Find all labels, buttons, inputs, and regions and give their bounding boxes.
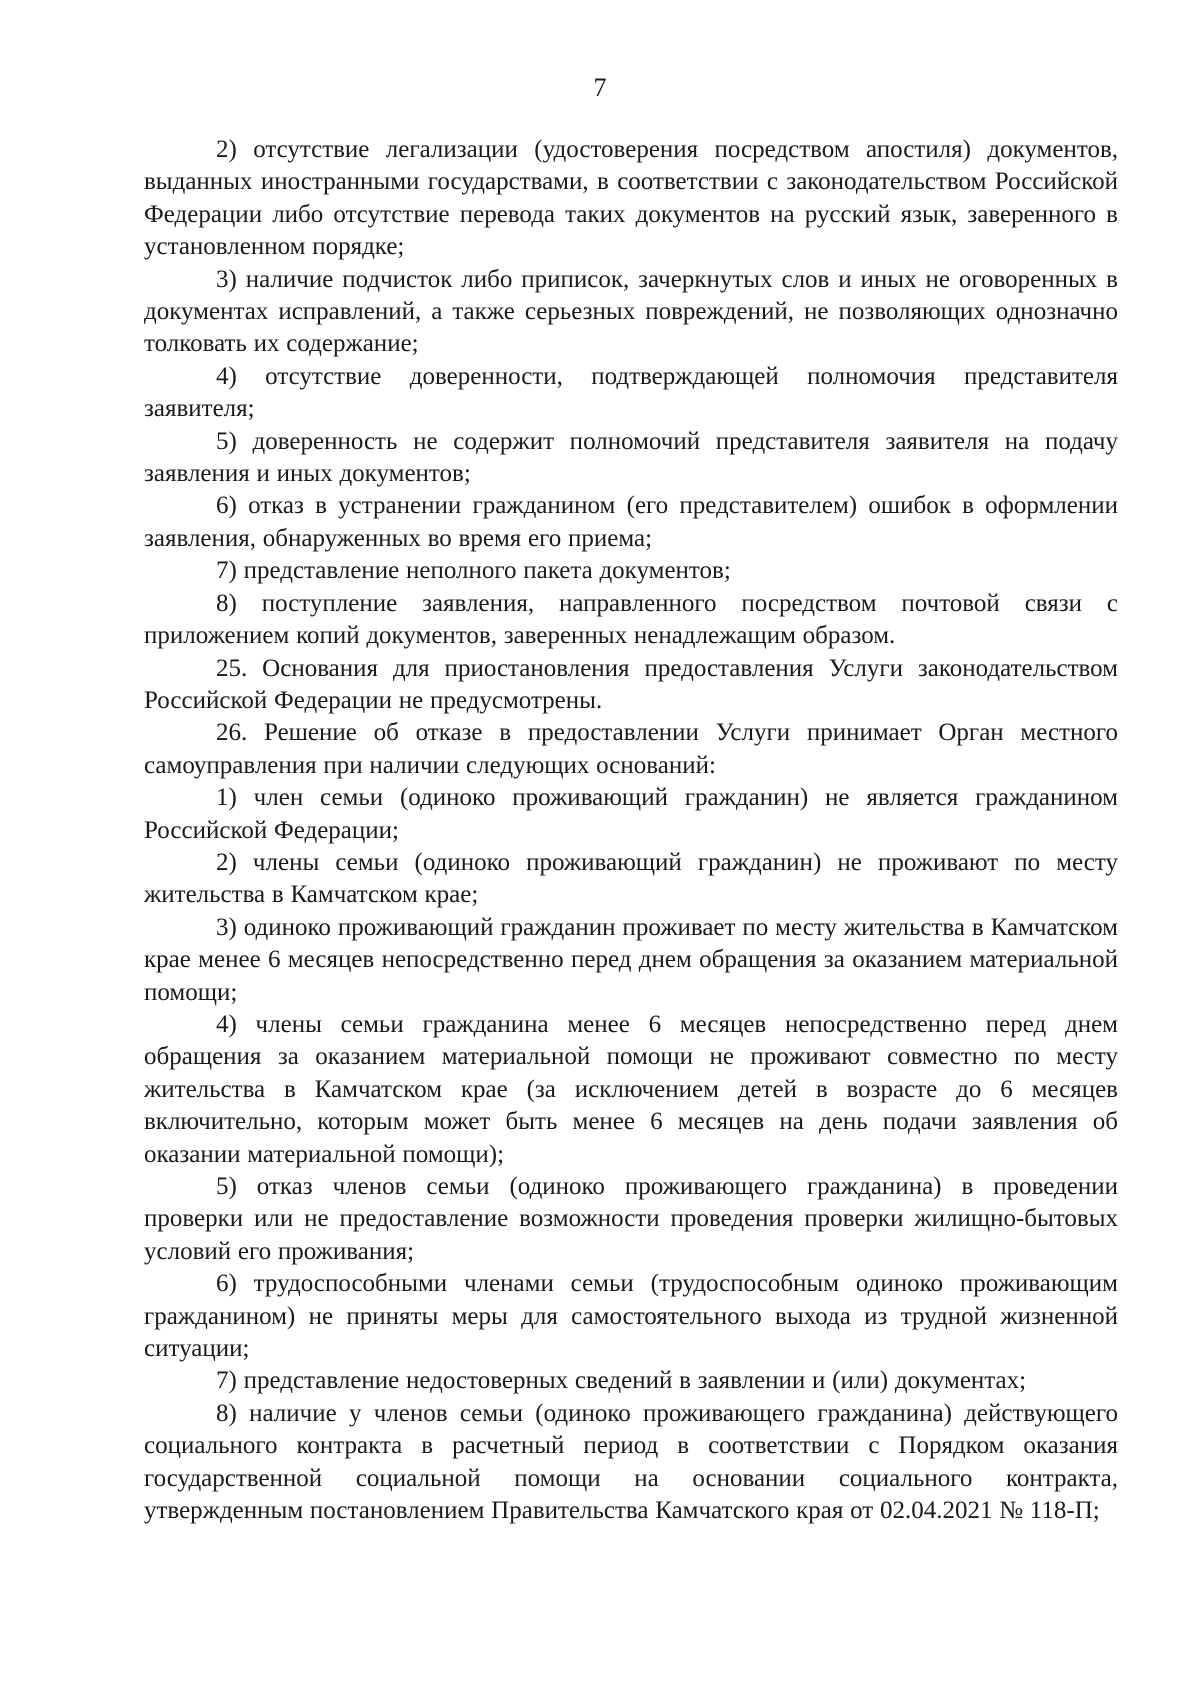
paragraph-ground-2-residence: 2) члены семьи (одиноко проживающий гражданин) не проживают по месту жительства в Камчатском крае; <box>144 848 1118 909</box>
paragraph-item-6-error-refusal: 6) отказ в устранении гражданином (его представителем) ошибок в оформлении заявления, обнаруженных во время его приема; <box>144 492 1118 552</box>
paragraph-ground-7-false-info: 7) представление недостоверных сведений в заявлении и (или) документах; <box>216 1367 1027 1395</box>
document-body <box>144 134 1118 1527</box>
paragraph-clause-26: 26. Решение об отказе в предоставлении Услуги принимает Орган местного самоуправления при наличии следующих оснований: <box>144 719 1118 779</box>
paragraph-item-7-incomplete-package: 7) представление неполного пакета документов; <box>216 557 731 585</box>
paragraph-ground-3-single-resident: 3) одиноко проживающий гражданин проживает по месту жительства в Камчатском крае менее 6 месяцев непосредственно перед днем обращения за оказанием материальной помощи; <box>144 913 1118 1006</box>
paragraph-ground-6-no-measures: 6) трудоспособными членами семьи (трудоспособным одиноко проживающим гражданином) не приняты меры для самостоятельного выхода из трудной жизненной ситуации; <box>144 1270 1118 1363</box>
paragraph-ground-8-social-contract: 8) наличие у членов семьи (одиноко проживающего гражданина) действующего социального контракта в расчетный период в соответствии с Порядком оказания государственной социальной помощи на основании социального контракта, утвержденным постановлением Правительства Камчатского края от 02.04.2021 № 118-П; <box>144 1399 1118 1525</box>
paragraph-item-3-corrections: 3) наличие подчисток либо приписок, зачеркнутых слов и иных не оговоренных в документах исправлений, а также серьезных повреждений, не позволяющих однозначно толковать их содержание; <box>144 265 1118 358</box>
paragraph-item-4-power-of-attorney: 4) отсутствие доверенности, подтверждающей полномочия представителя заявителя; <box>144 362 1118 423</box>
paragraph-item-5-attorney-authority: 5) доверенность не содержит полномочий представителя заявителя на подачу заявления и иных документов; <box>144 427 1118 488</box>
paragraph-ground-1-citizenship: 1) член семьи (одиноко проживающий гражданин) не является гражданином Российской Федерации; <box>144 784 1118 844</box>
paragraph-ground-5-inspection-refusal: 5) отказ членов семьи (одиноко проживающего гражданина) в проведении проверки или не предоставление возможности проведения проверки жилищно-бытовых условий его проживания; <box>144 1173 1118 1265</box>
paragraph-item-2-legalization: 2) отсутствие легализации (удостоверения посредством апостиля) документов, выданных иностранными государствами, в соответствии с законодательством Российской Федерации либо отсутствие перевода таких документов на русский язык, заверенного в установленном порядке; <box>144 136 1118 261</box>
paragraph-item-8-postal-submission: 8) поступление заявления, направленного посредством почтовой связи с приложением копий документов, заверенных ненадлежащим образом. <box>144 589 1118 650</box>
paragraph-clause-25: 25. Основания для приостановления предоставления Услуги законодательством Российской Федерации не предусмотрены. <box>144 654 1118 714</box>
paragraph-ground-4-family-residence: 4) члены семьи гражданина менее 6 месяцев непосредственно перед днем обращения за оказанием материальной помощи не проживают совместно по месту жительства в Камчатском крае (за исключением детей в возрасте до 6 месяцев включительно, которым может быть менее 6 месяцев на день подачи заявления об оказании материальной помощи); <box>144 1010 1118 1168</box>
page-number: 7 <box>593 73 607 102</box>
